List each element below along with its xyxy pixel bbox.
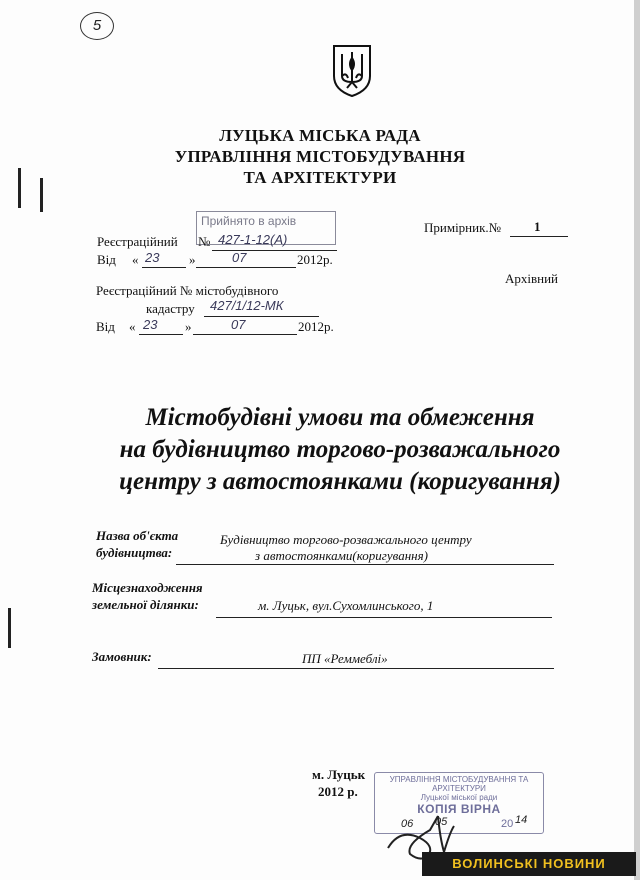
registration-number-prefix: №	[198, 234, 211, 249]
received-stamp-text: Прийнято в архів	[201, 214, 297, 228]
cadastre-month: 07	[231, 317, 246, 332]
location-label-1: Місцезнаходження	[92, 580, 203, 595]
title-line-3: центру з автостоянками (коригування)	[119, 468, 561, 495]
stamp-month: 05	[435, 816, 448, 828]
title-line-1: Містобудівні умови та обмеження	[145, 404, 535, 431]
news-watermark: ВОЛИНСЬКІ НОВИНИ	[422, 852, 636, 876]
registration-year: 2012р.	[297, 252, 333, 267]
stamp-day: 06	[401, 818, 414, 830]
location-label-2: земельної ділянки:	[92, 597, 199, 612]
org-line-1: ЛУЦЬКА МІСЬКА РАДА	[219, 126, 421, 145]
registration-month: 07	[232, 250, 247, 265]
stamp-year-prefix: 20	[501, 818, 514, 830]
object-label-2: будівництва:	[96, 545, 173, 560]
org-line-3: ТА АРХІТЕКТУРИ	[243, 168, 397, 187]
footer-year: 2012 р.	[318, 784, 358, 799]
quote-close-2: »	[185, 319, 192, 334]
registration-number: 427-1-12(А)	[218, 232, 288, 247]
margin-mark	[18, 168, 21, 208]
page-number	[80, 12, 114, 40]
org-line-2: УПРАВЛІННЯ МІСТОБУДУВАННЯ	[174, 147, 466, 166]
copy-label: Примірник.№	[424, 220, 502, 235]
margin-mark	[40, 178, 43, 212]
stamp-line-2: Луцької міської ради	[420, 793, 498, 802]
customer-value: ПП «Реммеблі»	[302, 651, 388, 666]
object-label-1: Назва об'єкта	[96, 528, 179, 543]
quote-open: «	[132, 252, 139, 267]
customer-label: Замовник:	[92, 649, 152, 664]
archive-label: Архівний	[505, 271, 559, 286]
registration-date-label: Від	[97, 252, 116, 267]
margin-mark	[8, 608, 11, 648]
quote-open-2: «	[129, 319, 136, 334]
quote-close: »	[189, 252, 196, 267]
title-line-2: на будівництво торгово-розважального	[119, 436, 561, 463]
cadastre-year: 2012р.	[298, 319, 334, 334]
stamp-line-3: КОПІЯ ВІРНА	[417, 802, 501, 816]
registration-day: 23	[145, 250, 160, 265]
footer-city: м. Луцьк	[312, 767, 366, 782]
page-number-text: 5	[92, 17, 102, 34]
cadastre-label-2: кадастру	[146, 301, 195, 316]
stamp-year-suffix: 14	[515, 814, 528, 826]
location-value: м. Луцьк, вул.Сухомлинського, 1	[258, 598, 434, 613]
stamp-line-1: УПРАВЛІННЯ МІСТОБУДУВАННЯ ТА АРХІТЕКТУРИ	[389, 775, 529, 793]
cadastre-day: 23	[143, 317, 158, 332]
cadastre-label-1: Реєстраційний № містобудівного	[96, 283, 279, 298]
coat-of-arms-icon	[330, 42, 374, 98]
copy-number: 1	[534, 219, 541, 234]
object-value-2: з автостоянками(коригування)	[255, 548, 428, 563]
cadastre-number: 427/1/12-МК	[210, 298, 284, 313]
cadastre-date-label: Від	[96, 319, 115, 334]
registration-label: Реєстраційний	[97, 234, 178, 249]
object-value-1: Будівництво торгово-розважального центру	[220, 532, 472, 547]
